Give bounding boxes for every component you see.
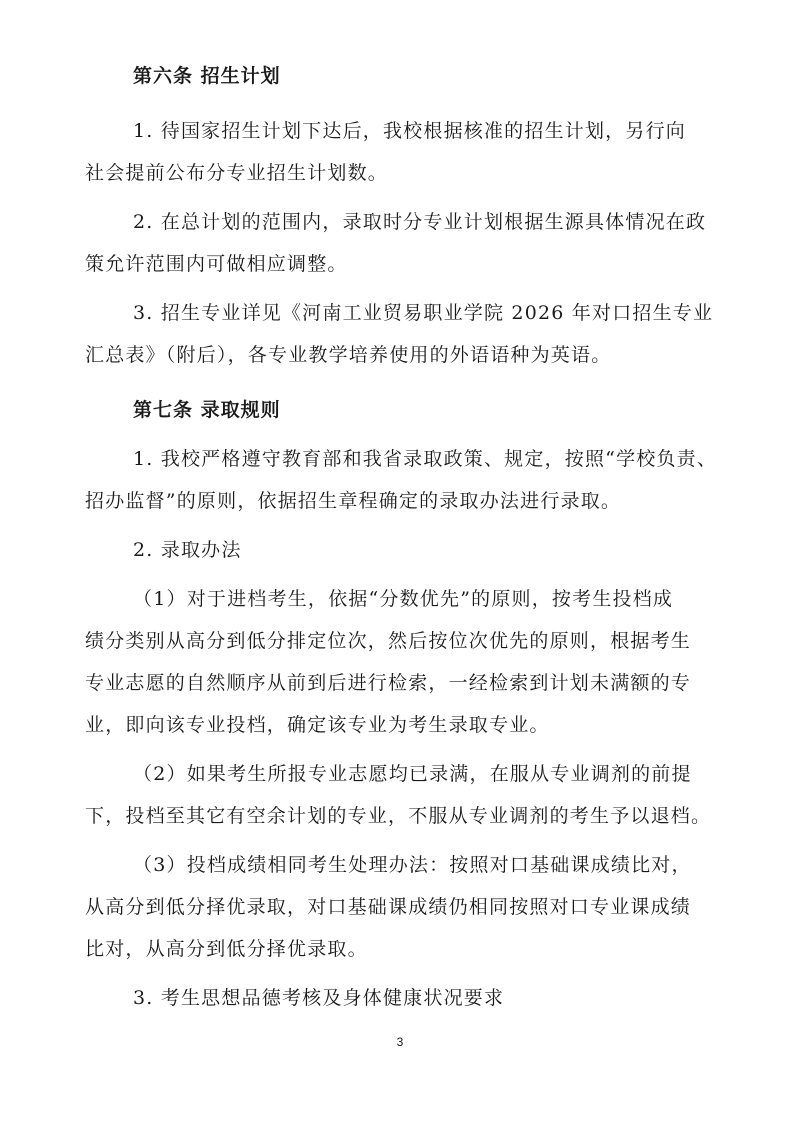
section-7-item-2-heading: 2. 录取办法 [133,539,242,561]
section-6-item-1-line-1: 1. 待国家招生计划下达后，我校根据核准的招生计划，另行向 [133,120,686,142]
section-7-item-1-line-2: 招办监督”的原则，依据招生章程确定的录取办法进行录取。 [85,490,622,512]
section-7-item-3-heading: 3. 考生思想品德考核及身体健康状况要求 [133,987,505,1009]
subitem-1-line-2: 绩分类别从高分到低分排定位次，然后按位次优先的原则，根据考生 [85,630,692,652]
subitem-2-line-1: （2）如果考生所报专业志愿均已录满，在服从专业调剂的前提 [133,763,692,785]
subitem-1-line-4: 业，即向该专业投档，确定该专业为考生录取专业。 [85,714,550,736]
section-6-item-3-line-2: 汇总表》（附后），各专业教学培养使用的外语语种为英语。 [85,344,612,366]
subitem-1-line-3: 专业志愿的自然顺序从前到后进行检索，一经检索到计划未满额的专 [85,672,692,694]
section-7-item-1-line-1: 1. 我校严格遵守教育部和我省录取政策、规定，按照“学校负责、 [133,448,718,470]
section-6-item-1-line-2: 社会提前公布分专业招生计划数。 [85,162,389,184]
subitem-2-line-2: 下，投档至其它有空余计划的专业，不服从专业调剂的考生予以退档。 [85,805,712,827]
section-6-item-2-line-2: 策允许范围内可做相应调整。 [85,253,348,275]
section-6-item-3-line-1: 3. 招生专业详见《河南工业贸易职业学院 2026 年对口招生专业 [133,302,714,324]
subitem-3-line-3: 比对，从高分到低分择优录取。 [85,938,368,960]
section-6-heading: 第六条 招生计划 [133,65,281,87]
subitem-1-line-1: （1）对于进档考生，依据“分数优先”的原则，按考生投档成 [133,588,674,610]
subitem-3-line-1: （3）投档成绩相同考生处理办法：按照对口基础课成绩比对， [133,854,692,876]
section-7-heading: 第七条 录取规则 [133,399,281,421]
subitem-3-line-2: 从高分到低分择优录取，对口基础课成绩仍相同按照对口专业课成绩 [85,896,692,918]
section-6-item-2-line-1: 2. 在总计划的范围内，录取时分专业计划根据生源具体情况在政 [133,211,707,233]
page-number: 3 [396,1035,404,1049]
